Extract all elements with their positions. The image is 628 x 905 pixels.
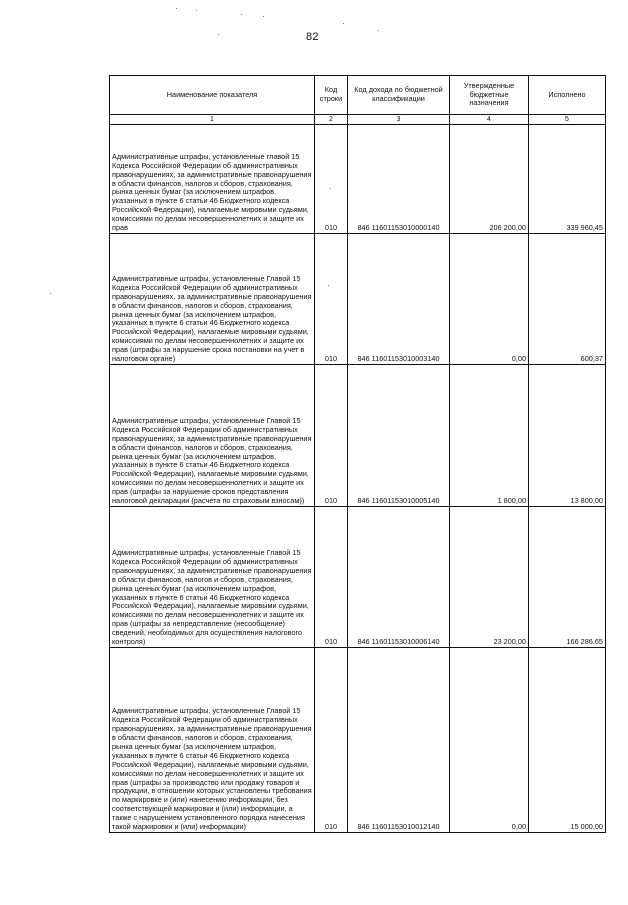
income-code: 846 11601153010005140: [348, 365, 450, 507]
line-code: 010: [315, 125, 348, 234]
report-table: [109, 75, 606, 833]
scan-speck: [50, 293, 51, 294]
scan-speck: [343, 23, 344, 24]
income-code: 846 11601153010003140: [348, 234, 450, 365]
header-income-code: Код дохода по бюджетной классификации: [348, 76, 450, 115]
table-row: [110, 365, 606, 507]
indicator-name: Административные штрафы, установленные Главой 15 Кодекса Российской Федерации об административных правонарушениях, за административные правонарушения в области финансов, налогов и сборов, страхования, рынка ценных бумаг (за исключением штрафов, указанных в пункте 6 статьи 46 Бюджетного кодекса Российской Федерации), налагаемые мировыми судьями, комиссиями по делам несовершеннолетних и защите их прав (штрафы за нарушение сроков представления налоговой декларации (расчета по страховым взносам)): [110, 365, 315, 507]
approved-amount: 0,00: [450, 234, 529, 365]
approved-amount: 206 200,00: [450, 125, 529, 234]
column-numbers-row: [110, 115, 606, 125]
indicator-name: Административные штрафы, установленные Главой 15 Кодекса Российской Федерации об административных правонарушениях, за административные правонарушения в области финансов, налогов и сборов, страхования, рынка ценных бумаг (за исключением штрафов, указанных в пункте 6 статьи 46 Бюджетного кодекса Российской Федерации), налагаемые мировыми судьями, комиссиями по делам несовершеннолетних и защите их прав (штрафы за производство или продажу товаров и продукции, в отношении которых установлены требования по маркировке и (или) нанесению информации, без соответствующей маркировки и (или) информации, а также с нарушением установленного порядка нанесения такой маркировки и (или) информации): [110, 648, 315, 833]
column-number: 1: [110, 115, 315, 125]
income-code: 846 11601153010012140: [348, 648, 450, 833]
line-code: 010: [315, 507, 348, 648]
approved-amount: 0,00: [450, 648, 529, 833]
executed-amount: 339 960,45: [529, 125, 606, 234]
income-code: 846 11601153010006140: [348, 507, 450, 648]
table-row: [110, 125, 606, 234]
header-approved: Утвержденные бюджетные назначения: [450, 76, 529, 115]
income-code: 846 11601153010000140: [348, 125, 450, 234]
scan-speck: [263, 16, 264, 17]
scan-speck: [218, 34, 219, 35]
table-row: [110, 234, 606, 365]
scan-speck: [241, 14, 242, 15]
header-indicator-name: Наименование показателя: [110, 76, 315, 115]
column-number: 2: [315, 115, 348, 125]
column-number: 5: [529, 115, 606, 125]
approved-amount: 1 800,00: [450, 365, 529, 507]
line-code: 010: [315, 648, 348, 833]
executed-amount: 13 800,00: [529, 365, 606, 507]
executed-amount: 166 286,65: [529, 507, 606, 648]
indicator-name: Административные штрафы, установленные главой 15 Кодекса Российской Федерации об административных правонарушениях, за административные правонарушения в области финансов, налогов и сборов, страхования, рынка ценных бумаг (за исключением штрафов, указанных в пункте 6 статьи 46 Бюджетного кодекса Российской Федерации), налагаемые мировыми судьями, комиссиями по делам несовершеннолетних и защите их прав: [110, 125, 315, 234]
table-header-row: [110, 76, 606, 115]
line-code: 010: [315, 365, 348, 507]
header-line-code: Код строки: [315, 76, 348, 115]
executed-amount: 15 000,00: [529, 648, 606, 833]
indicator-name: Административные штрафы, установленные Главой 15 Кодекса Российской Федерации об административных правонарушениях, за административные правонарушения в области финансов, налогов и сборов, страхования, рынка ценных бумаг (за исключением штрафов, указанных в пункте 6 статьи 46 Бюджетного кодекса Российской Федерации), налагаемые мировыми судьями, комиссиями по делам несовершеннолетних и защите их прав (штрафы за непредставление (несообщение) сведений, необходимых для осуществления налогового контроля): [110, 507, 315, 648]
column-number: 4: [450, 115, 529, 125]
table-row: [110, 507, 606, 648]
table-row: [110, 648, 606, 833]
page-number: 82: [306, 31, 319, 43]
executed-amount: 600,37: [529, 234, 606, 365]
scan-speck: [176, 8, 177, 9]
header-executed: Исполнено: [529, 76, 606, 115]
indicator-name: Административные штрафы, установленные Главой 15 Кодекса Российской Федерации об административных правонарушениях, за административные правонарушения в области финансов, налогов и сборов, страхования, рынка ценных бумаг (за исключением штрафов, указанных в пункте 6 статьи 46 Бюджетного кодекса Российской Федерации), налагаемые мировыми судьями, комиссиями по делам несовершеннолетних и защите их прав (штрафы за нарушение срока постановки на учет в налоговом органе): [110, 234, 315, 365]
approved-amount: 23 200,00: [450, 507, 529, 648]
scan-speck: [196, 10, 197, 11]
column-number: 3: [348, 115, 450, 125]
line-code: 010: [315, 234, 348, 365]
scan-speck: [378, 30, 379, 31]
